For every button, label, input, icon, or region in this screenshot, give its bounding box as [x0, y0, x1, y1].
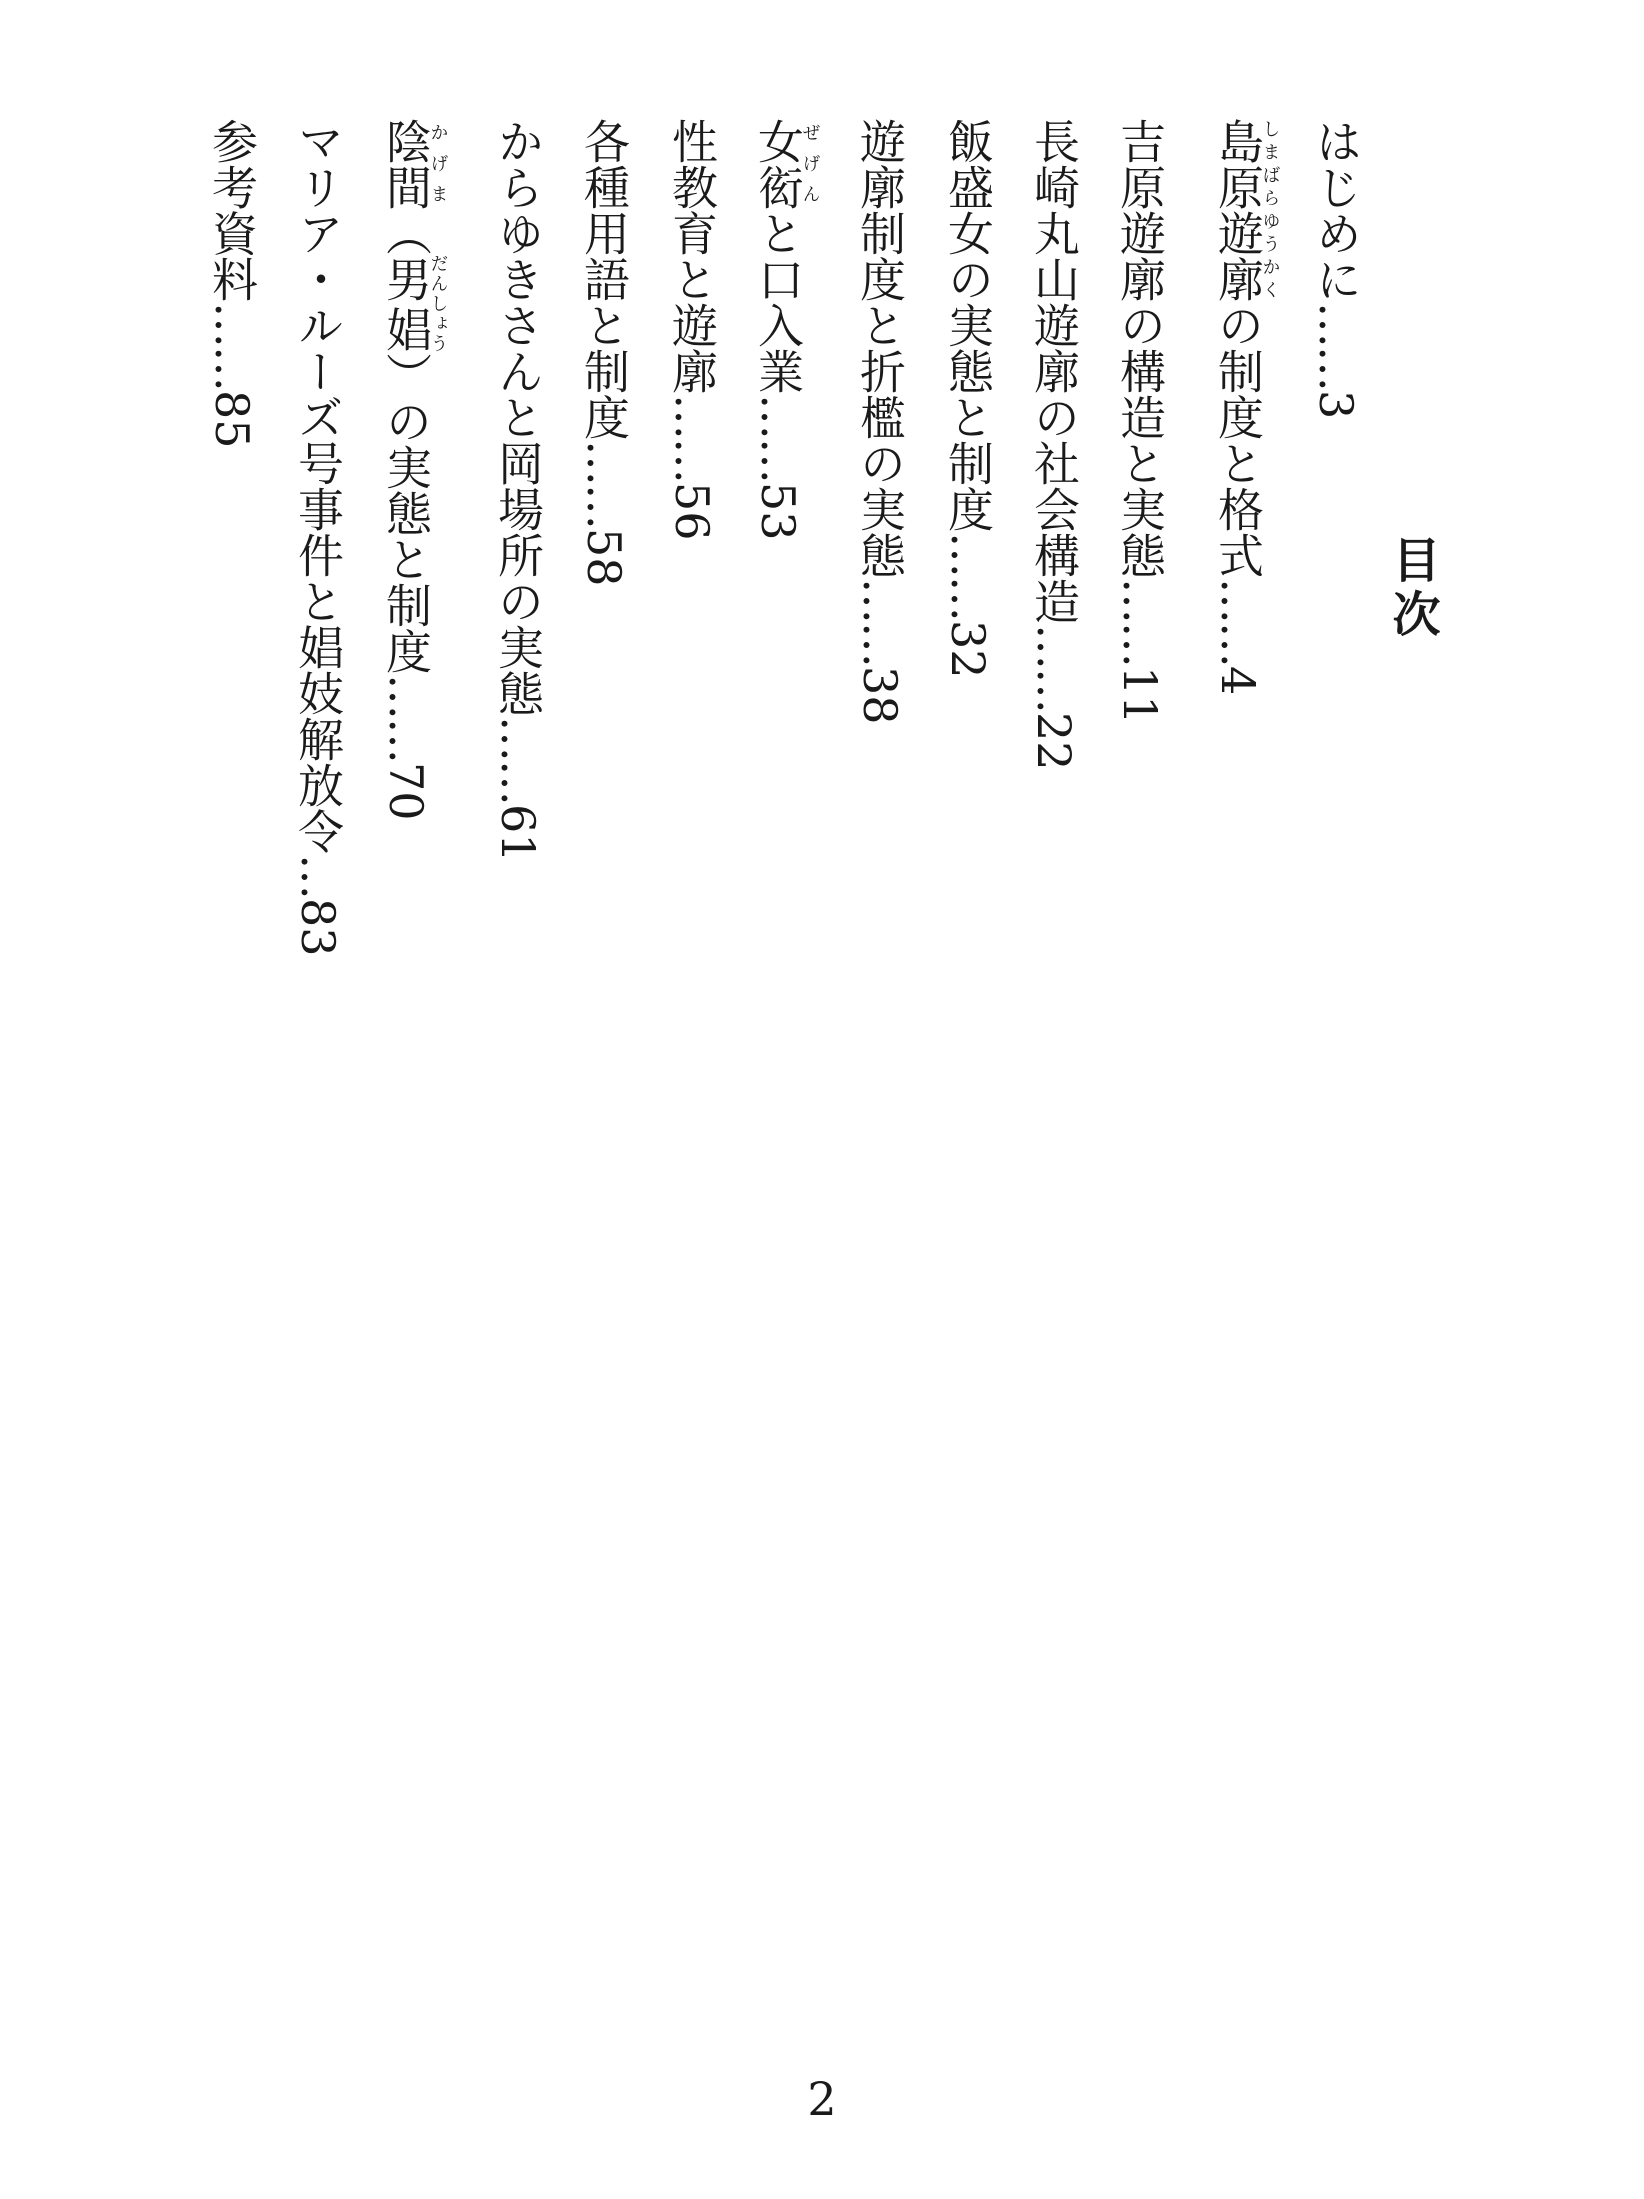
entry-title: 各種用語と制度: [577, 118, 631, 440]
entry-title-ruby: [751, 118, 821, 210]
entry-page-number: 53: [751, 482, 805, 541]
entry-title: 遊廓制度と折檻の実態: [853, 118, 907, 578]
entry-page-number: 61: [491, 804, 545, 863]
ruby-base: 島原遊廓: [1211, 118, 1265, 302]
page-number: 2: [807, 2072, 837, 2126]
ruby-base: 女衒: [751, 118, 805, 210]
entry-page-number: 22: [1027, 712, 1081, 771]
entry-page-number: 58: [577, 528, 631, 587]
entry-title: マリア・ルーズ号事件と娼妓解放令: [291, 118, 345, 854]
entry-title: の制度と格式: [1211, 302, 1265, 578]
ruby-reading: ぜげん: [799, 118, 821, 210]
leader-dots: ……: [205, 302, 259, 390]
ruby-base: 男娼: [379, 254, 433, 354]
toc-entry: [852, 118, 908, 1018]
entry-title: 長崎丸山遊廓の社会構造: [1027, 118, 1081, 624]
entry-title: （: [379, 210, 433, 256]
entry-title: 飯盛女の実態と制度: [941, 118, 995, 532]
entry-title: と口入業: [751, 210, 805, 394]
leader-dots: ……: [1113, 578, 1167, 666]
entry-title: 性教育と遊廓: [665, 118, 719, 394]
entry-page-number: 70: [379, 762, 433, 821]
leader-dots: ……: [853, 578, 907, 666]
ruby-reading: かげま: [427, 118, 449, 210]
entry-title: 吉原遊廓の構造と実態: [1113, 118, 1167, 578]
leader-dots: ……: [577, 440, 631, 528]
entry-page-number: 11: [1113, 666, 1167, 725]
toc-entry: [576, 118, 632, 1018]
entry-title: はじめに: [1309, 118, 1363, 302]
entry-page-number: 3: [1309, 390, 1363, 420]
entry-title-ruby: [1211, 118, 1281, 302]
leader-dots: ……: [665, 394, 719, 482]
entry-title-ruby: [379, 118, 449, 210]
entry-page-number: 85: [205, 390, 259, 449]
toc-entry: [750, 118, 819, 1018]
toc-entry: [664, 118, 720, 1018]
ruby-reading: しまばらゆうかく: [1259, 118, 1281, 302]
leader-dots: …: [291, 854, 345, 898]
entry-page-number: 56: [665, 482, 719, 541]
toc-entry: [204, 118, 260, 1018]
toc-entry: [1210, 118, 1279, 1018]
leader-dots: ……: [751, 394, 805, 482]
ruby-reading: だんしょう: [427, 254, 449, 354]
entry-page-number: 4: [1211, 666, 1265, 696]
toc-entry: [490, 118, 546, 1018]
entry-page-number: 38: [853, 666, 907, 725]
toc-entry: [290, 118, 346, 1018]
entry-title: 参考資料: [205, 118, 259, 302]
toc-entry: [1308, 118, 1364, 1018]
entry-page-number: 32: [941, 620, 995, 679]
entry-title: ）の実態と制度: [379, 352, 433, 674]
entry-title: からゆきさんと岡場所の実態: [491, 118, 545, 716]
leader-dots: ……: [1309, 302, 1363, 390]
leader-dots: ……: [491, 716, 545, 804]
entry-title-ruby: [379, 254, 449, 354]
toc-entry: [940, 118, 996, 1018]
leader-dots: ……: [1211, 578, 1265, 666]
leader-dots: ……: [941, 532, 995, 620]
ruby-base: 陰間: [379, 118, 433, 210]
toc-entry: [1112, 118, 1168, 1018]
toc-entry: [378, 118, 447, 1018]
toc-entry: [1026, 118, 1082, 1018]
leader-dots: ……: [379, 674, 433, 762]
entry-page-number: 83: [291, 898, 345, 957]
leader-dots: ……: [1027, 624, 1081, 712]
toc-title: 目次: [1384, 535, 1440, 643]
